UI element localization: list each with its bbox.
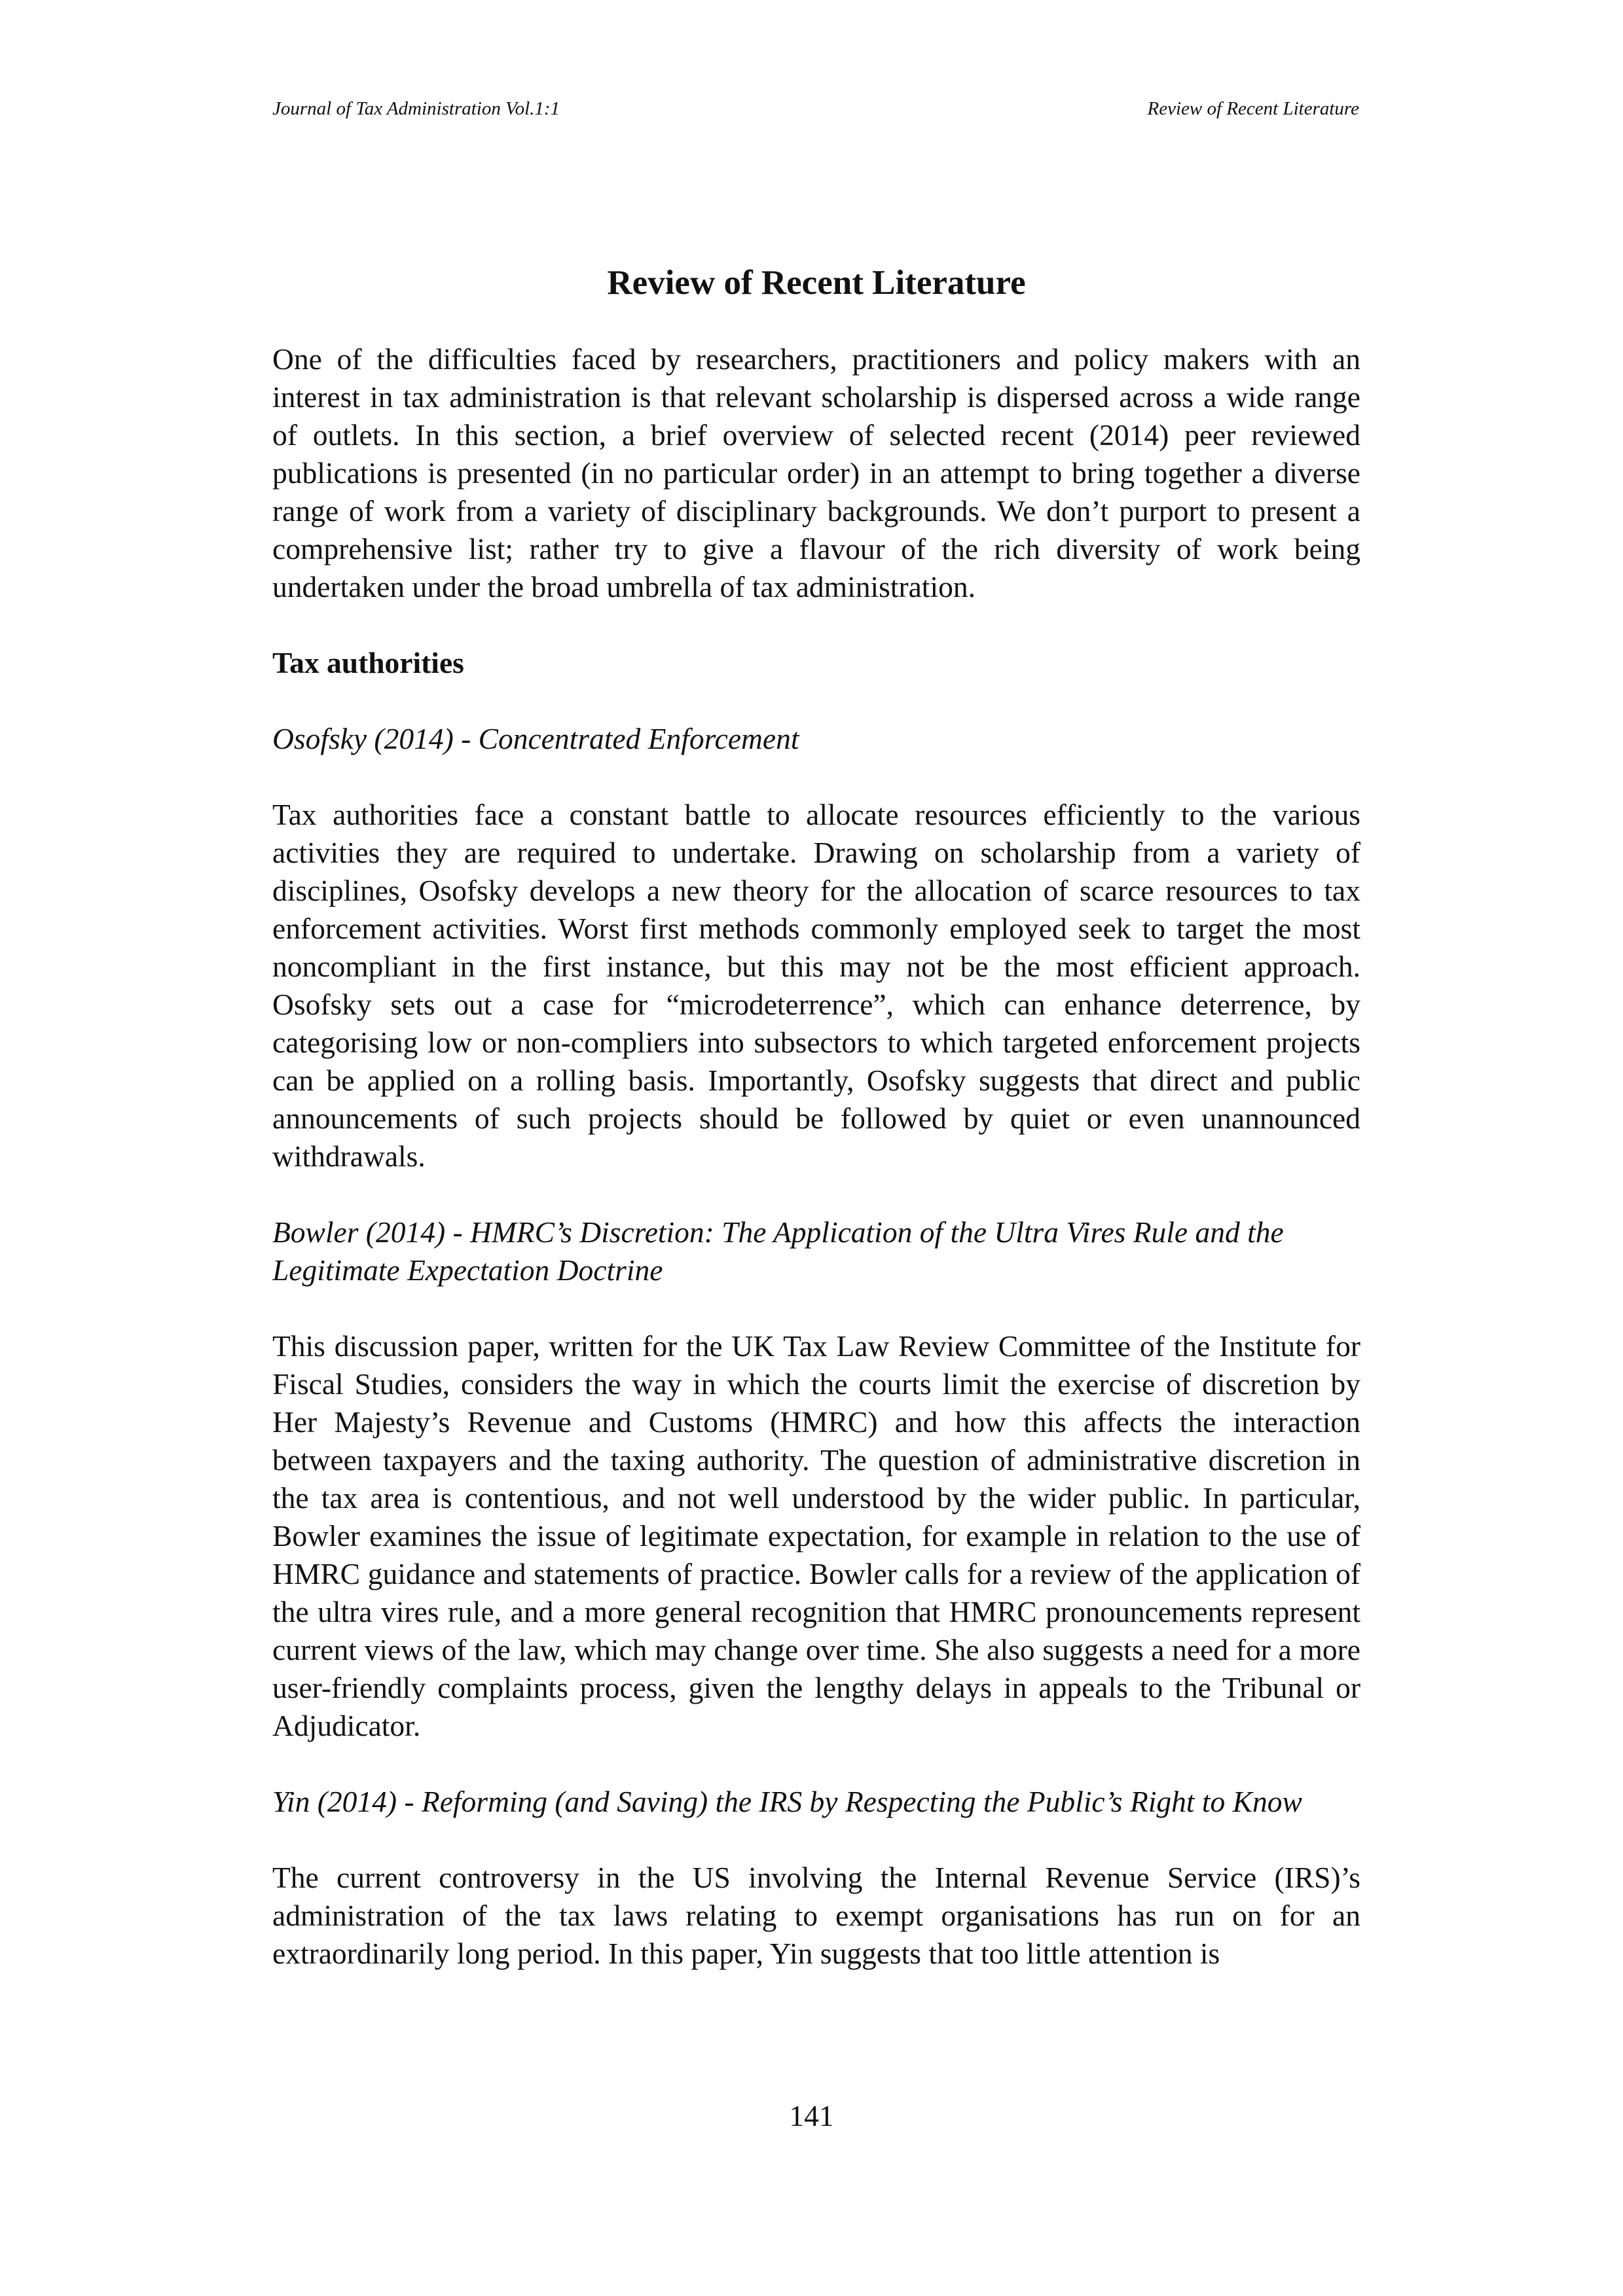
running-section-title: Review of Recent Literature bbox=[1147, 98, 1359, 119]
page-number: 141 bbox=[789, 2099, 834, 2132]
entry-body-bowler: This discussion paper, written for the UK Tax Law Review Committee of the Institute for Fiscal Studies, considers the way in which the courts limit the exercise of discretion by Her Majesty’s Revenue and Customs (HMRC) and how this affects the interaction between taxpayers and the taxing authority. The question of administrative discretion in the tax area is contentious, and not well understood by the wider public. In particular, Bowler examines the issue of legitimate expectation, for example in relation to the use of HMRC guidance and statements of practice. Bowler calls for a review of the application of the ultra vires rule, and a more general recognition that HMRC pronouncements represent current views of the law, which may change over time. She also suggests a need for a more user-friendly complaints process, given the lengthy delays in appeals to the Tribunal or Adjudicator. bbox=[272, 1329, 1360, 1742]
entry-title-osofsky: Osofsky (2014) - Concentrated Enforcement bbox=[272, 722, 799, 755]
entry-body-osofsky: Tax authorities face a constant battle to allocate resources efficiently to the various activities they are required to undertake. Drawing on scholarship from a variety of disciplines, Osofsky develops a new theory for the allocation of scarce resources to tax enforcement activities. Worst first methods commonly employed seek to target the most noncompliant in the first instance, but this may not be the most efficient approach. Osofsky sets out a case for “microdeterrence”, which can enhance deterrence, by categorising low or non-compliers into subsectors to which targeted enforcement projects can be applied on a rolling basis. Importantly, Osofsky suggests that direct and public announcements of such projects should be followed by quiet or even unannounced withdrawals. bbox=[272, 798, 1360, 1173]
entry-title-bowler: Bowler (2014) - HMRC’s Discretion: The Application of the Ultra Vires Rule and the Legitimate Expectation Doctrine bbox=[272, 1215, 1284, 1287]
intro-paragraph: One of the difficulties faced by researchers, practitioners and policy makers with an interest in tax administration is that relevant scholarship is dispersed across a wide range of outlets. In this section, a brief overview of selected recent (2014) peer reviewed publications is presented (in no particular order) in an attempt to bring together a diverse range of work from a variety of disciplinary backgrounds. We don’t purport to present a comprehensive list; rather try to give a flavour of the rich diversity of work being undertaken under the broad umbrella of tax administration. bbox=[272, 342, 1360, 603]
page-title: Review of Recent Literature bbox=[607, 264, 1026, 302]
entry-title-yin: Yin (2014) - Reforming (and Saving) the IRS by Respecting the Public’s Right to Know bbox=[272, 1785, 1302, 1818]
article-content bbox=[272, 262, 1360, 2011]
journal-name: Journal of Tax Administration Vol.1:1 bbox=[272, 98, 560, 119]
section-heading: Tax authorities bbox=[272, 646, 464, 679]
entry-body-yin: The current controversy in the US involving the Internal Revenue Service (IRS)’s administration of the tax laws relating to exempt organisations has run on for an extraordinarily long period. In this paper, Yin suggests that too little attention is bbox=[272, 1861, 1360, 1970]
